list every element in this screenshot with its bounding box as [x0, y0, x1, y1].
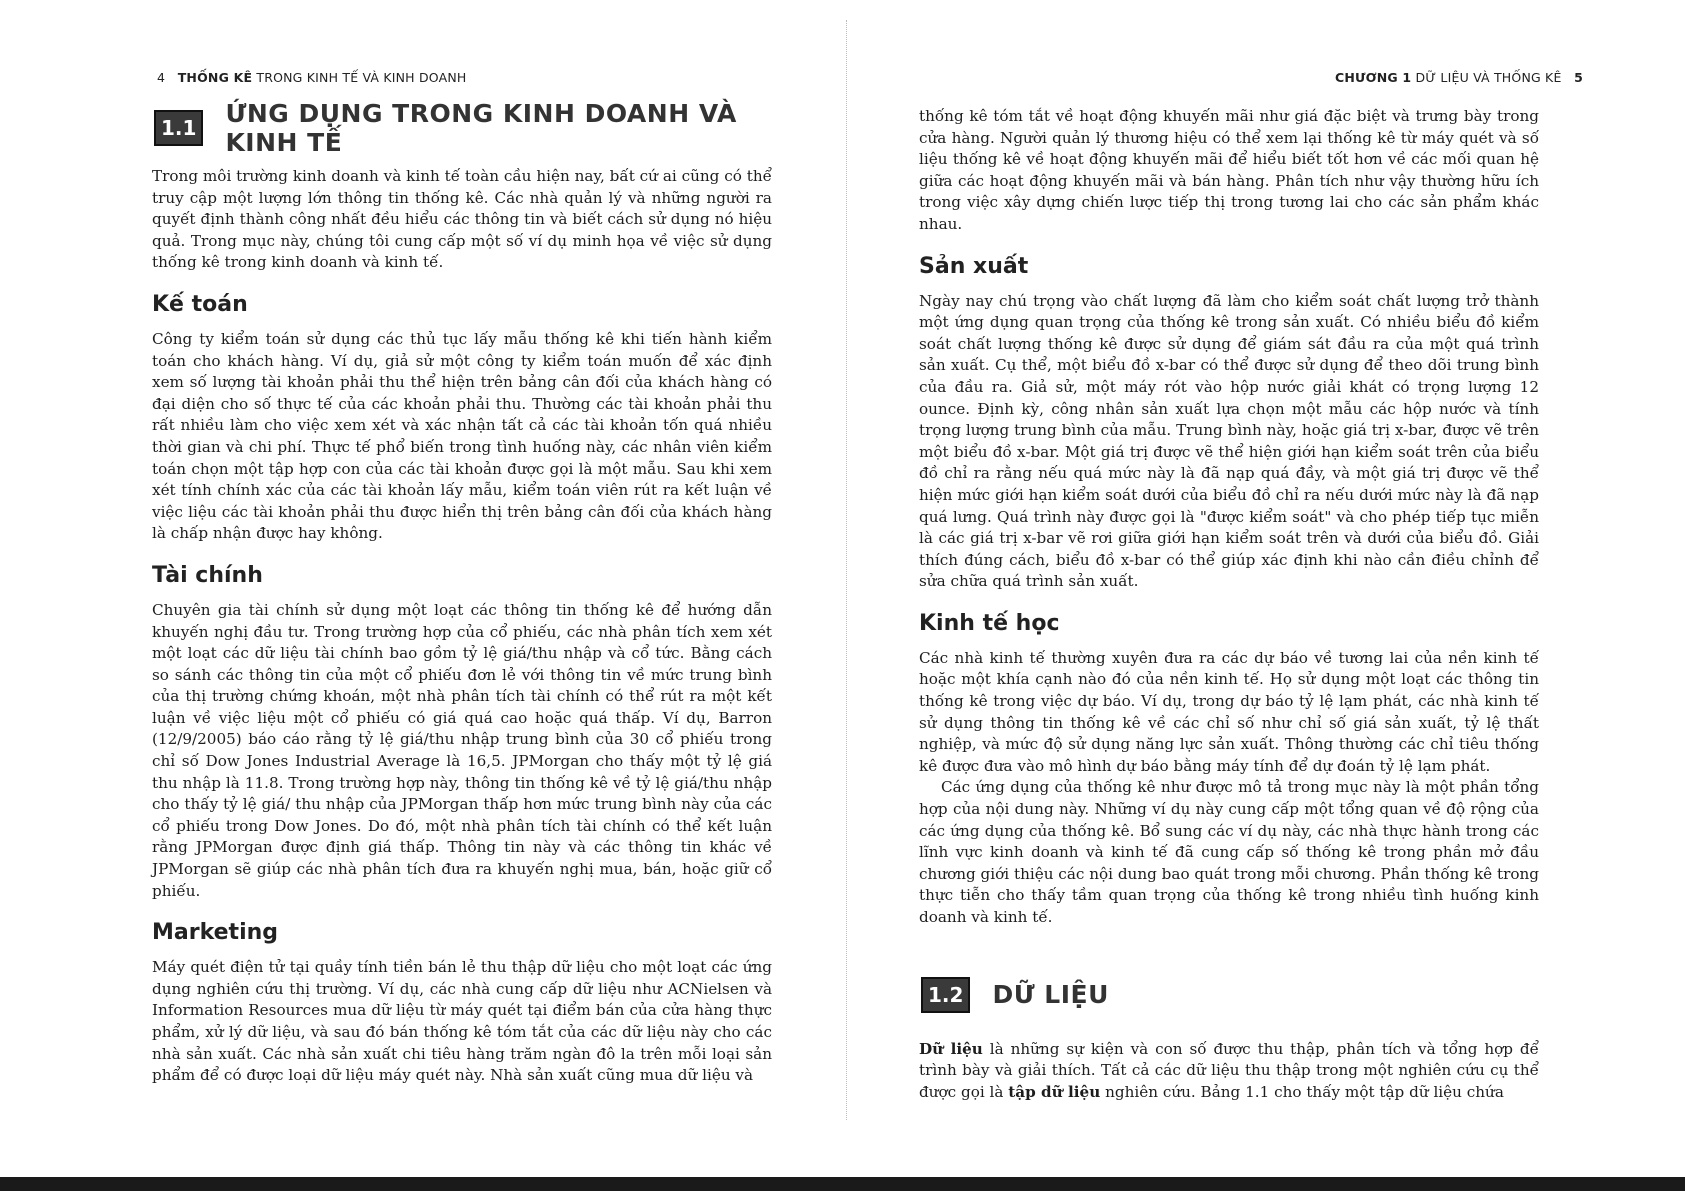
data-definition-paragraph: [919, 1039, 1539, 1104]
accounting-paragraph: Công ty kiểm toán sử dụng các thủ tục lấy mẫu thống kê khi tiến hành kiểm toán cho khách hàng. Ví dụ, giả sử một công ty kiểm toán muốn để xác định xem số lượng tài khoản phải thu thể hiện trên bảng cân đối của khách hàng có đại diện cho số thực tế của các khoản phải thu. Thường các tài khoản phải thu rất nhiều làm cho việc xem xét và xác nhận tất cả các tài khoản tốn quá nhiều thời gian và chi phí. Thực tế phổ biến trong tình huống này, các nhân viên kiểm toán chọn một tập hợp con của các tài khoản được gọi là một mẫu. Sau khi xem xét tính chính xác của các tài khoản lấy mẫu, kiểm toán viên rút ra kết luận về việc liệu các tài khoản phải thu được hiển thị trên bảng cân đối của khách hàng là chấp nhận được hay không.: [152, 329, 772, 543]
section-number-badge: 1.1: [154, 110, 203, 146]
data-text-2: nghiên cứu. Bảng 1.1 cho thấy một tập dữ liệu chứa: [1100, 1082, 1504, 1101]
heading-finance: Tài chính: [152, 562, 263, 588]
scan-bottom-edge: [0, 1177, 1685, 1191]
page-number-right: 5: [1574, 70, 1583, 85]
right-column: [919, 108, 1539, 1103]
finance-paragraph: Chuyên gia tài chính sử dụng một loạt các thông tin thống kê để hướng dẫn khuyến nghị đầu tư. Trong trường hợp của cổ phiếu, các nhà phân tích xem xét một loạt các dữ liệu tài chính bao gồm tỷ lệ giá/thu nhập và cổ tức. Bằng cách so sánh các thông tin của một cổ phiếu đơn lẻ với thông tin về mức trung bình của thị trường chứng khoán, một nhà phân tích tài chính có thể rút ra một kết luận về việc liệu một cổ phiếu có giá quá cao hoặc quá thấp. Ví dụ, Barron (12/9/2005) báo cáo rằng tỷ lệ giá/thu nhập trung bình của 30 cổ phiếu trong chỉ số Dow Jones Industrial Average là 16,5. JPMorgan cho thấy một tỷ lệ giá thu nhập là 11.8. Trong trường hợp này, thông tin thống kê về tỷ lệ giá/thu nhập cho thấy tỷ lệ giá/ thu nhập của JPMorgan thấp hơn mức trung bình này của các cổ phiếu trong Dow Jones. Do đó, một nhà phân tích tài chính có thể kết luận rằng JPMorgan được định giá thấp. Thông tin này và các thông tin khác về JPMorgan sẽ giúp các nhà phân tích đưa ra khuyến nghị mua, bán, hoặc giữ cổ phiếu.: [152, 600, 772, 900]
section-heading-1-1: [154, 99, 772, 157]
summary-paragraph: Các ứng dụng của thống kê như được mô tả trong mục này là một phần tổng hợp của nội dung này. Những ví dụ này cung cấp một tổng quan về độ rộng của các ứng dụng của thống kê. Bổ sung các ví dụ này, các nhà thực hành trong các lĩnh vực kinh doanh và kinh tế đã cung cấp số thống kê trong phần mở đầu chương giới thiệu các nội dung bao quát trong mỗi chương. Phần thống kê trong thực tiễn cho thấy tầm quan trọng của thống kê trong nhiều tình huống kinh doanh và kinh tế.: [919, 778, 1539, 926]
section-number-badge-2: 1.2: [921, 977, 970, 1013]
section-heading-1-2: [921, 975, 1539, 1015]
marketing-continuation-paragraph: thống kê tóm tắt về hoạt động khuyến mãi như giá đặc biệt và trưng bày trong cửa hàng. Người quản lý thương hiệu có thể xem lại thống kê từ máy quét và số liệu thống kê về hoạt động khuyến mãi để hiểu biết tốt hơn về các mối quan hệ giữa các hoạt động khuyến mãi và bán hàng. Phân tích như vậy thường hữu ích trong việc xây dựng chiến lược tiếp thị trong tương lai cho các sản phẩm khác nhau.: [919, 107, 1539, 233]
heading-economics: Kinh tế học: [919, 610, 1060, 636]
marketing-paragraph: Máy quét điện tử tại quầy tính tiền bán lẻ thu thập dữ liệu cho một loạt các ứng dụng nghiên cứu thị trường. Ví dụ, các nhà cung cấp dữ liệu như ACNielsen và Information Resources mua dữ liệu từ máy quét tại điểm bán của cửa hàng thực phẩm, xử lý dữ liệu, và sau đó bán thống kê tóm tắt của các dữ liệu này cho các nhà sản xuất. Các nhà sản xuất chi tiêu hàng trăm ngàn đô la trên mỗi loại sản phẩm để có được loại dữ liệu máy quét này. Nhà sản xuất cũng mua dữ liệu và: [152, 958, 772, 1085]
production-paragraph: Ngày nay chú trọng vào chất lượng đã làm cho kiểm soát chất lượng trở thành một ứng dụng quan trọng của thống kê trong sản xuất. Có nhiều biểu đồ kiểm soát chất lượng thống kê được sử dụng để giám sát đầu ra của một quá trình sản xuất. Cụ thể, một biểu đồ x-bar có thể được sử dụng để theo dõi trung bình của đầu ra. Giả sử, một máy rót vào hộp nước giải khát có trọng lượng 12 ounce. Định kỳ, công nhân sản xuất lựa chọn một mẫu các hộp nước và tính trọng lượng trung bình của mẫu. Trung bình này, hoặc giá trị x-bar, được vẽ trên một biểu đồ x-bar. Một giá trị được vẽ thể hiện giới hạn kiểm soát trên của biểu đồ chỉ ra rằng nếu quá mức này là đã nạp quá đầy, và một giá trị được vẽ thể hiện mức giới hạn kiểm soát dưới của biểu đồ chỉ ra nếu dưới mức này là đã nạp quá lưng. Quá trình này được gọi là "được kiểm soát" và cho phép tiếp tục miễn là các giá trị x-bar vẽ rơi giữa giới hạn kiểm soát trên và dưới của biểu đồ. Giải thích đúng cách, biểu đồ x-bar có thể giúp xác định khi nào cần điều chỉnh để sửa chữa quá trình sản xuất.: [919, 291, 1539, 591]
chapter-label-bold: CHƯƠNG 1: [1334, 70, 1412, 85]
term-dataset: tập dữ liệu: [1008, 1082, 1101, 1101]
economics-paragraph: Các nhà kinh tế thường xuyên đưa ra các dự báo về tương lai của nền kinh tế hoặc một khía cạnh nào đó của nền kinh tế. Họ sử dụng một loạt các thông tin thống kê trong việc dự báo. Ví dụ, trong dự báo tỷ lệ lạm phát, các nhà kinh tế sử dụng thông tin thống kê về các chỉ số như chỉ số giá sản xuất, tỷ lệ thất nghiệp, và mức độ sử dụng năng lực sản xuất. Thông thường các chỉ tiêu thống kê được đưa vào mô hình dự báo bằng máy tính để dự đoán tỷ lệ lạm phát.: [919, 648, 1539, 775]
page-number-left: 4: [157, 70, 166, 85]
section-title: ỨNG DỤNG TRONG KINH DOANH VÀ KINH TẾ: [225, 99, 737, 157]
term-data: Dữ liệu: [919, 1039, 983, 1058]
data-text-1: là những sự kiện và con số được thu thập, phân tích và tổng hợp để trình bày và giải thích. Tất cả các dữ liệu thu thập trong một nghiên cứu cụ thể được gọi là: [919, 1039, 1540, 1101]
heading-production: Sản xuất: [919, 253, 1029, 279]
heading-marketing: Marketing: [152, 920, 279, 946]
intro-paragraph: Trong môi trường kinh doanh và kinh tế toàn cầu hiện nay, bất cứ ai cũng có thể truy cập một lượng lớn thông tin thống kê. Các nhà quản lý và những người ra quyết định thành công nhất đều hiểu các thông tin và biết cách sử dụng nó hiệu quả. Trong mục này, chúng tôi cung cấp một số ví dụ minh họa về việc sử dụng thống kê trong kinh doanh và kinh tế.: [152, 167, 772, 272]
running-head-right: [1335, 70, 1583, 85]
running-head-left: [157, 70, 467, 85]
chapter-title: DỮ LIỆU VÀ THỐNG KÊ: [1411, 70, 1562, 85]
book-title-rest: TRONG KINH TẾ VÀ KINH DOANH: [252, 70, 467, 85]
section-title-2: DỮ LIỆU: [992, 980, 1109, 1010]
left-page: [0, 0, 842, 1191]
heading-accounting: Kế toán: [152, 291, 248, 317]
right-page: [842, 0, 1685, 1191]
left-column: [152, 99, 772, 1087]
book-title-bold: THỐNG KÊ: [177, 70, 253, 85]
